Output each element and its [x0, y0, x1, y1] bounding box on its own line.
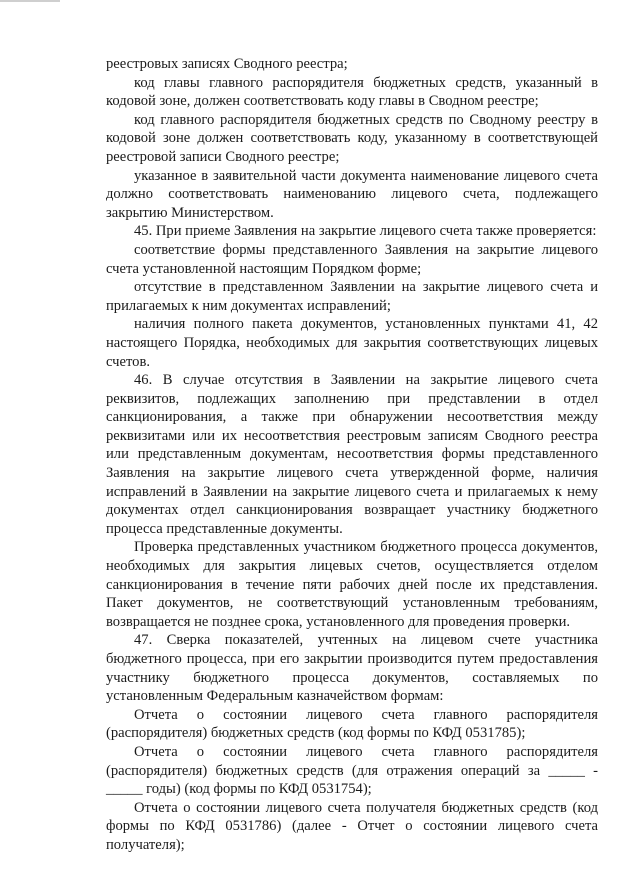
paragraph-continuation: реестровых записях Сводного реестра; [106, 56, 348, 72]
document-body [106, 55, 598, 855]
paragraph-form-compliance: соответствие формы представленного Заявления на закрытие лицевого счета установленной настоящим Порядком форме; [106, 241, 598, 277]
paragraph-report-0531754: Отчета о состоянии лицевого счета главного распорядителя (распорядителя) бюджетных средств (для отражения операций за _____ - _____ годы) (код формы по КФД 0531754); [106, 743, 598, 798]
paragraph-full-package: наличия полного пакета документов, установленных пунктами 41, 42 настоящего Порядка, необходимых для закрытия соответствующих лицевых счетов. [106, 316, 598, 370]
paragraph-chapter-code-check: код главы главного распорядителя бюджетных средств, указанный в кодовой зоне, должен соответствовать коду главы в Сводном реестре; [106, 74, 598, 110]
scan-edge-mark [0, 0, 60, 2]
paragraph-item-45: 45. При приеме Заявления на закрытие лицевого счета также проверяется: [134, 223, 597, 240]
paragraph-report-0531785: Отчета о состоянии лицевого счета главного распорядителя (распорядителя) бюджетных средств (код формы по КФД 0531785); [106, 706, 598, 742]
paragraph-account-name-check: указанное в заявительной части документа наименование лицевого счета должно соответствовать наименованию лицевого счета, подлежащего закрытию Министерством. [106, 167, 598, 221]
paragraph-distributor-code-check: код главного распорядителя бюджетных средств по Сводному реестру в кодовой зоне должен соответствовать коду, указанному в соответствующей реестровой записи Сводного реестре; [106, 111, 598, 165]
paragraph-report-0531786: Отчета о состоянии лицевого счета получателя бюджетных средств (код формы по КФД 0531786) (далее - Отчет о состоянии лицевого счета получателя); [106, 799, 598, 853]
paragraph-item-47: 47. Сверка показателей, учтенных на лицевом счете участника бюджетного процесса, при его закрытии производится путем предоставления участнику бюджетного процесса документов, составляемых по установленным Федеральным казначейством формам: [106, 632, 598, 705]
paragraph-no-corrections: отсутствие в представленном Заявлении на закрытие лицевого счета и прилагаемых к ним документах исправлений; [106, 279, 598, 314]
paragraph-verification-period: Проверка представленных участником бюджетного процесса документов, необходимых для закрытия лицевых счетов, осуществляется отделом санкционирования в течение пяти рабочих дней после их представления. Пакет документов, не соответствующий установленным требованиям, возвращается не позднее срока, установленного для проведения проверки. [106, 539, 598, 630]
paragraph-item-46: 46. В случае отсутствия в Заявлении на закрытие лицевого счета реквизитов, подлежащих заполнению при представлении в отдел санкционирования, а также при обнаружении несоответствия между реквизитами или их несоответствия реестровым записям Сводного реестра или представленным документам, несоответствия формы представленного Заявления на закрытие лицевого счета утвержденной форме, наличия исправлений в Заявлении на закрытие лицевого счета и прилагаемых к нему документах отдел санкционирования возвращает участнику бюджетного процесса представленные документы. [106, 372, 598, 537]
